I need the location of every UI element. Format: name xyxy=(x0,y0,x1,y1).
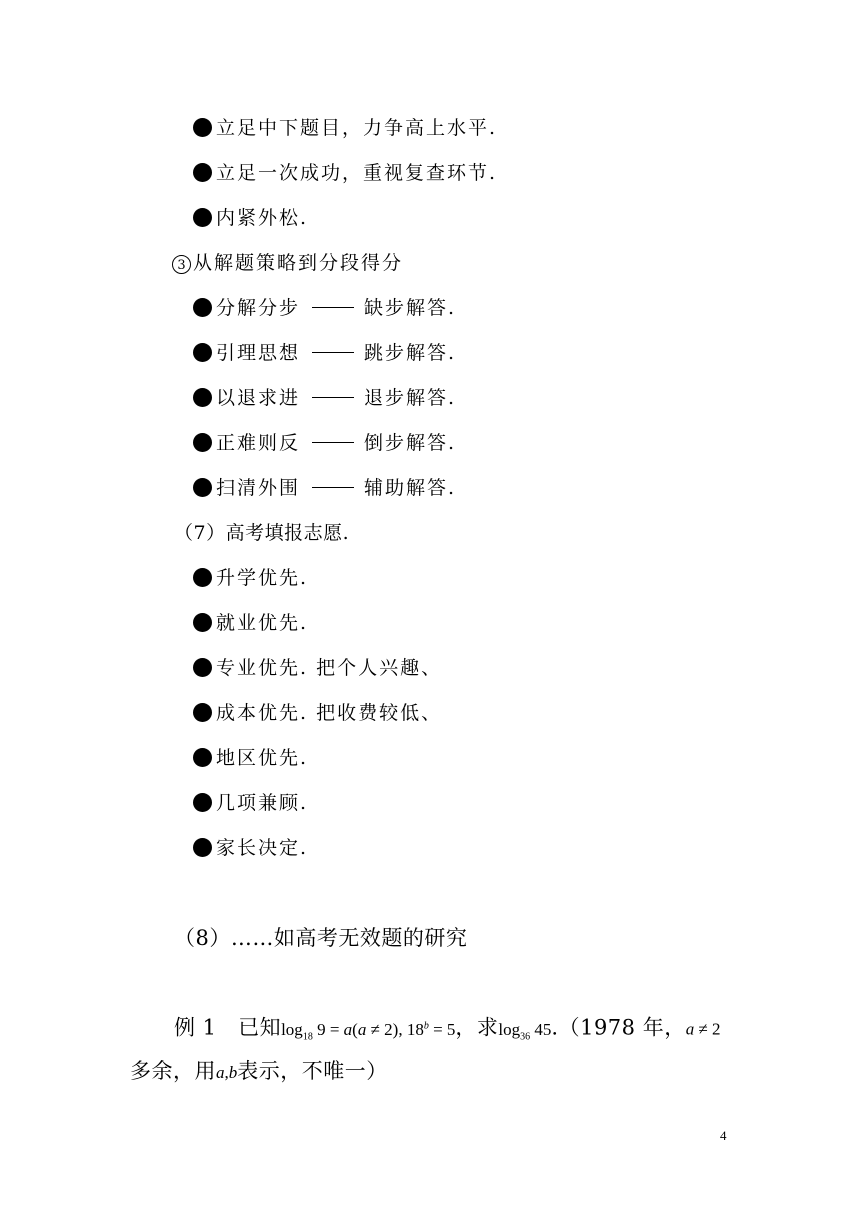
bullet-text: 就业优先. xyxy=(216,612,309,634)
bullet-text: 内紧外松. xyxy=(216,207,309,229)
dash-separator xyxy=(312,352,354,353)
formula-ab: a,b xyxy=(216,1063,238,1082)
bullet-text: 成本优先. 把收费较低、 xyxy=(216,702,443,724)
section-heading-3 xyxy=(172,251,403,275)
example-known: 已知 xyxy=(238,1015,282,1040)
bullet-text: 立足中下题目，力争高上水平. xyxy=(216,117,498,139)
bullet-text: 几项兼顾. xyxy=(216,792,309,814)
bullet-dot-icon xyxy=(193,838,212,857)
strategy-left: 正难则反 xyxy=(216,432,301,454)
formula-log36: $\log_{36} 45$ xyxy=(498,1019,552,1043)
example-label: 例 1 xyxy=(174,1015,217,1040)
bullet-dot-icon xyxy=(193,208,212,227)
strategy-right: 跳步解答. xyxy=(364,342,457,364)
bullet-dot-icon xyxy=(193,433,212,452)
section-heading-8: （8）……如高考无效题的研究 xyxy=(174,926,468,950)
bullet-dot-icon xyxy=(193,703,212,722)
dash-separator xyxy=(312,442,354,443)
bullet-dot-icon xyxy=(193,568,212,587)
bullet-item xyxy=(193,791,308,815)
bullet-dot-icon xyxy=(193,478,212,497)
strategy-item xyxy=(193,386,456,410)
strategy-right: 退步解答. xyxy=(364,387,457,409)
example-tail-2: 表示，不唯一） xyxy=(237,1059,388,1083)
bullet-dot-icon xyxy=(193,388,212,407)
bullet-item xyxy=(193,746,308,770)
dash-separator xyxy=(312,487,354,488)
bullet-dot-icon xyxy=(193,613,212,632)
bullet-item xyxy=(193,116,497,140)
bullet-dot-icon xyxy=(193,118,212,137)
dash-separator xyxy=(312,397,354,398)
bullet-dot-icon xyxy=(193,658,212,677)
strategy-item xyxy=(193,296,456,320)
example-ask: ，求 xyxy=(455,1015,499,1040)
bullet-text: 地区优先. xyxy=(216,747,309,769)
formula-a-neq-2: a ≠ 2 xyxy=(685,1019,721,1039)
bullet-item xyxy=(193,611,308,635)
example-line-1 xyxy=(174,1012,721,1051)
bullet-item xyxy=(193,836,308,860)
strategy-left: 以退求进 xyxy=(216,387,301,409)
formula-log18: $\log_{18} 9 = a(a \ne 2)$, $18^b = 5$ xyxy=(281,1019,456,1043)
bullet-text: 立足一次成功，重视复查环节. xyxy=(216,162,498,184)
example-tail-1: 多余，用 xyxy=(130,1059,216,1083)
bullet-dot-icon xyxy=(193,343,212,362)
bullet-item xyxy=(193,701,442,725)
bullet-dot-icon xyxy=(193,298,212,317)
bullet-text: 家长决定. xyxy=(216,837,309,859)
strategy-left: 引理思想 xyxy=(216,342,301,364)
example-line-2 xyxy=(130,1057,388,1087)
bullet-item xyxy=(193,206,308,230)
strategy-item xyxy=(193,431,456,455)
strategy-right: 缺步解答. xyxy=(364,297,457,319)
bullet-text: 专业优先. 把个人兴趣、 xyxy=(216,657,443,679)
strategy-left: 扫清外围 xyxy=(216,477,301,499)
section-title: 从解题策略到分段得分 xyxy=(193,252,404,274)
circled-number: 3 xyxy=(172,255,191,274)
strategy-item xyxy=(193,341,456,365)
bullet-dot-icon xyxy=(193,163,212,182)
example-year: .（1978 年， xyxy=(551,1015,686,1040)
bullet-text: 升学优先. xyxy=(216,567,309,589)
strategy-left: 分解分步 xyxy=(216,297,301,319)
strategy-right: 辅助解答. xyxy=(364,477,457,499)
bullet-item xyxy=(193,161,497,185)
bullet-dot-icon xyxy=(193,793,212,812)
strategy-right: 倒步解答. xyxy=(364,432,457,454)
section-heading-7: （7）高考填报志愿. xyxy=(174,522,350,544)
bullet-dot-icon xyxy=(193,748,212,767)
dash-separator xyxy=(312,307,354,308)
page-number: 4 xyxy=(720,1128,727,1143)
strategy-item xyxy=(193,476,456,500)
bullet-item xyxy=(193,656,442,680)
bullet-item xyxy=(193,566,308,590)
